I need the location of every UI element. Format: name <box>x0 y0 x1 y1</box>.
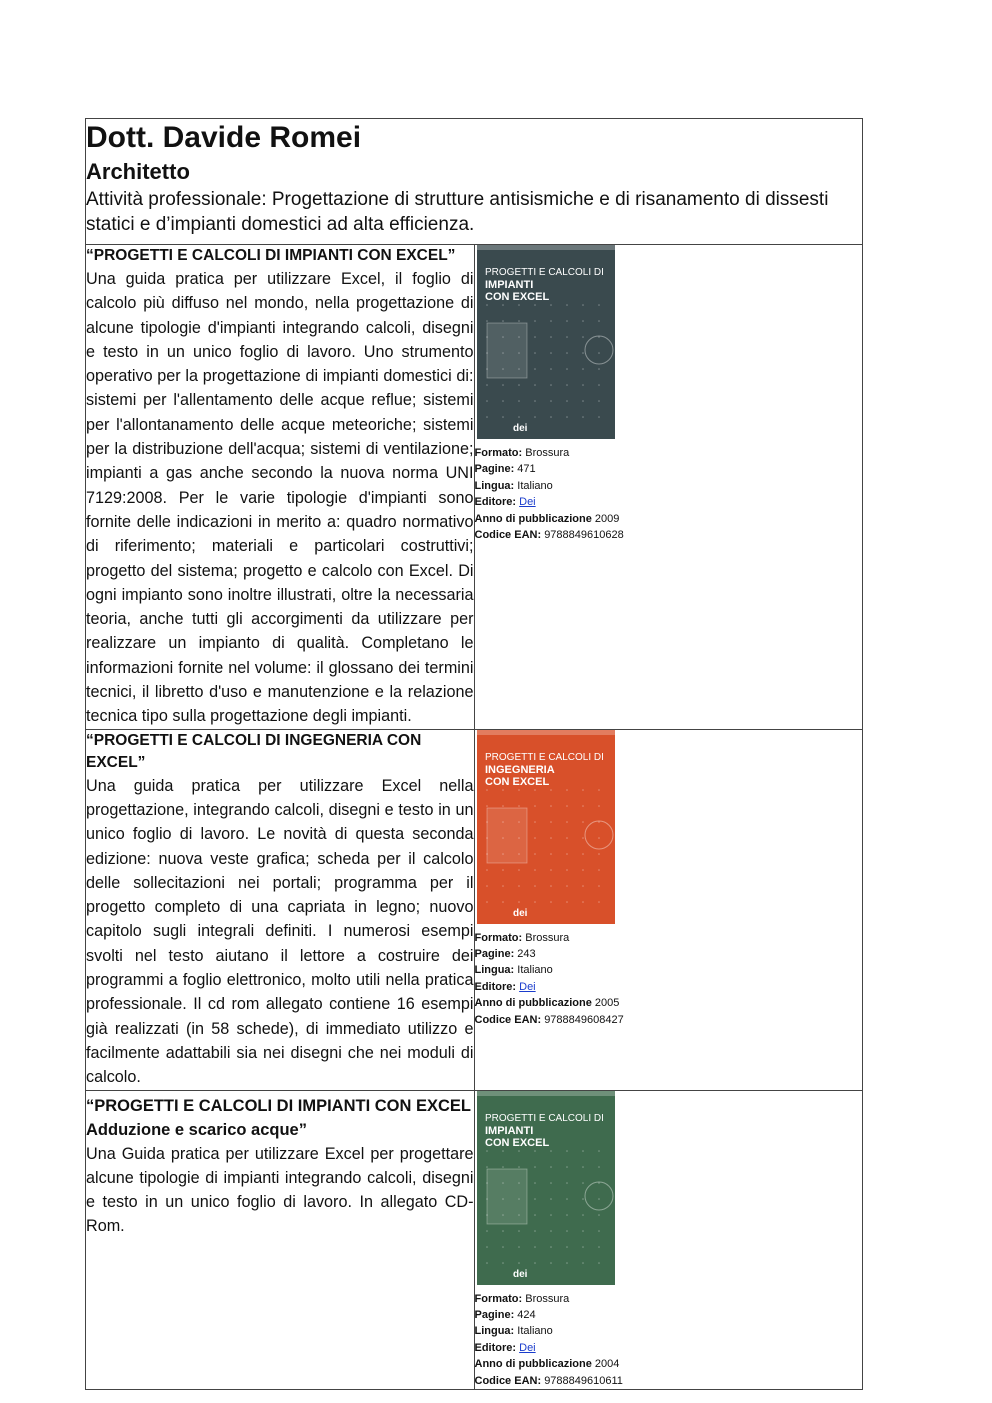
cover-publisher-logo: dei <box>512 1268 527 1280</box>
book-publisher: Editore: Dei <box>474 980 536 993</box>
cover-series-text: PROGETTI E CALCOLI DI <box>484 267 604 278</box>
book-format: Formato: Brossura <box>474 447 570 459</box>
publisher-link[interactable]: Dei <box>519 1341 536 1354</box>
header-cell <box>86 119 863 245</box>
publisher-link[interactable]: Dei <box>519 980 536 993</box>
book-row <box>86 245 863 730</box>
book-format: Formato: Brossura <box>474 1292 570 1305</box>
cover-title-text: CON EXCEL <box>484 775 549 788</box>
book-language: Lingua: Italiano <box>474 1325 553 1338</box>
book-title: “PROGETTI E CALCOLI DI IMPIANTI CON EXCEL” <box>86 247 456 264</box>
cover-title-text: IMPIANTI <box>484 279 533 291</box>
cover-title-text: CON EXCEL <box>484 291 549 303</box>
book-description: Una guida pratica per utilizzare Excel nella progettazione, integrando calcoli, disegni e testo in un unico foglio di lavoro. Le novità di questa seconda edizione: nuova veste grafica; scheda per il calcolo delle sollecitazioni nei portali; programma per il progetto completo di una capriata in legno; nuovo capitolo sugli integrali definiti. I numerosi esempi svolti nel testo aiutano il lettore a costruire dei programmi a foglio elettronico, molto utili nella pratica professionale. Il cd rom allegato contiene 16 esempi già realizzati (in 58 schede), di immediato utilizzo e facilmente adattabili sia nei disegni che nei moduli di calcolo. <box>86 776 474 1087</box>
book-info-cell <box>474 245 863 730</box>
cover-title-text: INGEGNERIA <box>484 763 555 776</box>
book-title: “PROGETTI E CALCOLI DI IMPIANTI CON EXCEL Adduzione e scarico acque” <box>86 1096 471 1139</box>
book-year: Anno di pubblicazione 2004 <box>474 1358 620 1371</box>
book-text-cell <box>86 729 475 1090</box>
book-cover-image <box>477 1091 615 1285</box>
book-row <box>86 729 863 1090</box>
book-description: Una guida pratica per utilizzare Excel, il foglio di calcolo più diffuso nel mondo, nella progettazione di alcune tipologie d'impianti integrando calcoli, disegni e testo in un unico foglio di lavoro. Uno strumento operativo per la progettazione di impianti domestici di: sistemi per l'allentamento delle acque reflue; sistemi per l'allontanamento delle acque meteoriche; sistemi per la distribuzione dell'acqua; sistemi di ventilazione; impianti a gas anche secondo la nuova norma UNI 7129:2008. Per le varie tipologie d'impianti sono fornite delle indicazioni in merito a: quadro normativo di riferimento; materiali e particolari costruttivi; progetto del sistema; progetto e calcolo con Excel. Di ogni impianto sono inoltre illustrati, oltre la necessaria teoria, anche tutti gli accorgimenti da utilizzare per realizzare un impianto di qualità. Completano le informazioni fornite nel volume: il glossano dei termini tecnici, il libretto d'uso e manutenzione e la relazione tecnica tipo sulla progettazione degli impianti. <box>86 270 474 726</box>
book-row <box>86 1090 863 1389</box>
book-format: Formato: Brossura <box>474 931 570 944</box>
book-cover-art <box>477 1091 615 1285</box>
book-info-cell <box>474 729 863 1090</box>
cover-publisher-logo: dei <box>512 907 527 919</box>
book-cover-art <box>477 730 615 924</box>
book-publisher: Editore: Dei <box>474 1341 536 1354</box>
header-row <box>86 119 863 245</box>
cover-illustration <box>487 323 527 378</box>
book-title: “PROGETTI E CALCOLI DI INGEGNERIA CON EXCEL” <box>86 731 422 771</box>
book-language: Lingua: Italiano <box>474 479 553 492</box>
cover-title-text: IMPIANTI <box>484 1124 533 1137</box>
resume-table <box>85 118 863 1390</box>
publisher-link[interactable]: Dei <box>519 496 536 509</box>
book-ean: Codice EAN: 9788849608427 <box>474 1013 624 1026</box>
book-pages: Pagine: 471 <box>474 463 536 476</box>
book-pages: Pagine: 424 <box>474 1308 536 1321</box>
book-cover-art <box>477 245 615 439</box>
book-year: Anno di pubblicazione 2009 <box>474 512 620 525</box>
person-name: Dott. Davide Romei <box>86 121 362 154</box>
book-pages: Pagine: 243 <box>474 948 536 961</box>
cover-series-text: PROGETTI E CALCOLI DI <box>484 751 604 763</box>
book-text-cell <box>86 245 475 730</box>
book-text-cell <box>86 1090 475 1389</box>
book-info-cell <box>474 1090 863 1389</box>
cover-series-text: PROGETTI E CALCOLI DI <box>484 1112 604 1124</box>
book-language: Lingua: Italiano <box>474 964 553 977</box>
book-year: Anno di pubblicazione 2005 <box>474 997 620 1010</box>
book-publisher: Editore: Dei <box>474 496 536 509</box>
cover-illustration <box>487 808 527 863</box>
book-ean: Codice EAN: 9788849610628 <box>474 529 624 542</box>
cover-title-text: CON EXCEL <box>484 1136 549 1149</box>
book-ean: Codice EAN: 9788849610611 <box>474 1374 623 1387</box>
professional-activity: Attività professionale: Progettazione di strutture antisismiche e di risanamento di dissesti statici e d’impianti domestici ad alta efficienza. <box>86 189 829 235</box>
book-cover-image <box>477 730 615 924</box>
cover-publisher-logo: dei <box>512 423 527 434</box>
book-cover-image <box>477 245 615 439</box>
cover-illustration <box>487 1169 527 1224</box>
book-description: Una Guida pratica per utilizzare Excel per progettare alcune tipologie di impianti integrando calcoli, disegni e testo in un unico foglio di lavoro. In allegato CD-Rom. <box>86 1144 474 1236</box>
person-role: Architetto <box>86 159 190 184</box>
